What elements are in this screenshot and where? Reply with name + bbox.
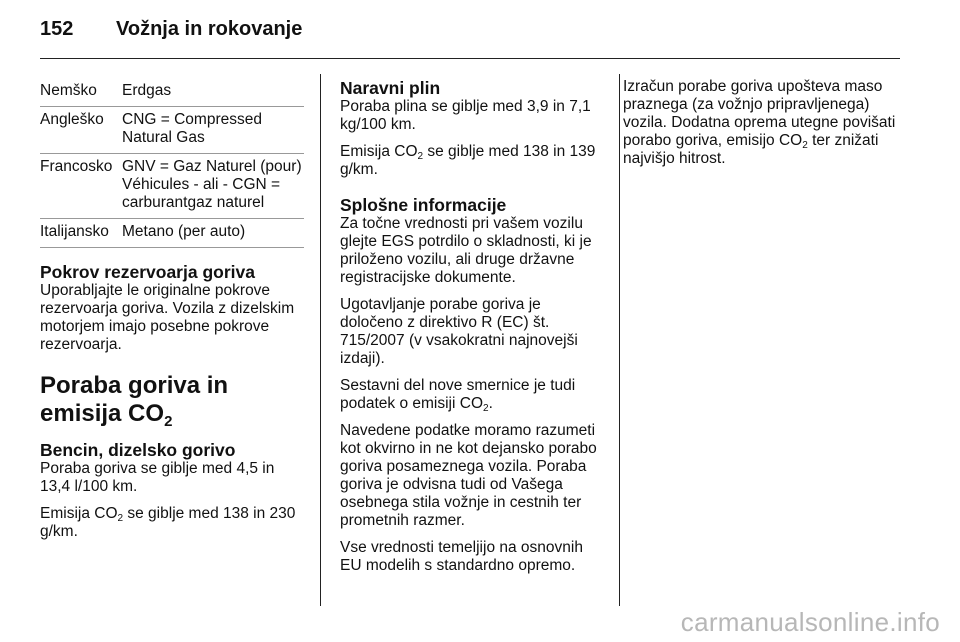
column-middle <box>340 78 606 584</box>
chapter-title: Vožnja in rokovanje <box>116 18 303 40</box>
calc-post: ter znižati najvišjo hitrost. <box>623 132 879 167</box>
co2-subscript: 2 <box>483 403 489 414</box>
language-cell: Italijansko <box>40 219 122 248</box>
co2-subscript: 2 <box>417 151 424 162</box>
p3-post: . <box>488 395 493 412</box>
consumption-heading-line1: Poraba goriva in <box>40 372 229 399</box>
petrol-emission-text <box>40 505 304 541</box>
gas-consumption-text: Poraba plina se giblje med 3,9 in 7,1 kg/100 km. <box>340 98 591 133</box>
cap-heading: Pokrov rezervoarja goriva <box>40 262 255 282</box>
language-cell: Angleško <box>40 107 122 154</box>
consumption-heading <box>40 372 304 428</box>
co2-subscript: 2 <box>117 513 124 524</box>
calc-text <box>623 78 903 168</box>
p3-pre: Sestavni del nove smernice je tudi podatek o emisiji CO <box>340 377 576 412</box>
co2-subscript: 2 <box>802 140 808 151</box>
table-row <box>40 107 304 154</box>
table-row <box>40 154 304 219</box>
general-p1: Za točne vrednosti pri vašem vozilu glejte EGS potrdilo o skladnosti, ki je priloženo vozilu, ali druge državne registracijske dokumente. <box>340 215 592 286</box>
gas-emission-text <box>340 143 606 179</box>
general-p2: Ugotavljanje porabe goriva je določeno z direktivo R (EC) št. 715/2007 (v vsakokratni najnovejši izdaji). <box>340 296 578 367</box>
watermark: carmanualsonline.info <box>680 607 940 637</box>
general-p4: Navedene podatke moramo razumeti kot okvirno in ne kot dejansko porabo goriva posameznega vozila. Poraba goriva je odvisna tudi od Vašega osebnega stila vožnje in cestnih ter prometnih razmer. <box>340 422 597 529</box>
consumption-heading-line2: emisija CO <box>40 400 165 427</box>
column-left <box>40 78 304 550</box>
co2-subscript: 2 <box>164 413 173 430</box>
calc-pre: Izračun porabe goriva upošteva maso praznega (za vožnjo pripravljenega) vozila. Dodatna oprema utegne povišati porabo goriva, emisijo CO <box>623 78 896 149</box>
general-p3 <box>340 377 606 413</box>
cap-text: Uporabljajte le originalne pokrove rezervoarja goriva. Vozila z dizelskim motorjem imajo posebne pokrove rezervoarja. <box>40 282 295 353</box>
page-number: 152 <box>40 18 74 40</box>
column-right <box>623 78 903 177</box>
emission-pre: Emisija CO <box>40 505 118 522</box>
term-cell: CNG = Compressed Natural Gas <box>122 107 304 154</box>
emission-post: se giblje med 138 in 230 g/km. <box>40 505 296 540</box>
column-divider-1 <box>320 74 321 606</box>
general-p5: Vse vrednosti temeljijo na osnovnih EU modelih s standardno opremo. <box>340 539 583 574</box>
column-divider-2 <box>619 74 620 606</box>
gas-heading: Naravni plin <box>340 78 441 98</box>
language-cell: Francosko <box>40 154 122 219</box>
term-cell: Metano (per auto) <box>122 219 304 248</box>
emission-post: se giblje med 138 in 139 g/km. <box>340 143 596 178</box>
page-header <box>40 18 302 41</box>
table-row <box>40 78 304 107</box>
table-row <box>40 219 304 248</box>
language-cell: Nemško <box>40 78 122 107</box>
term-cell: Erdgas <box>122 78 304 107</box>
term-cell: GNV = Gaz Naturel (pour) Véhicules - ali - CGN = carburantgaz naturel <box>122 154 304 219</box>
fuel-terms-table <box>40 78 304 248</box>
header-rule <box>40 58 900 59</box>
general-heading: Splošne informacije <box>340 195 507 215</box>
petrol-heading: Bencin, dizelsko gorivo <box>40 440 236 460</box>
petrol-consumption-text: Poraba goriva se giblje med 4,5 in 13,4 l/100 km. <box>40 460 275 495</box>
emission-pre: Emisija CO <box>340 143 418 160</box>
